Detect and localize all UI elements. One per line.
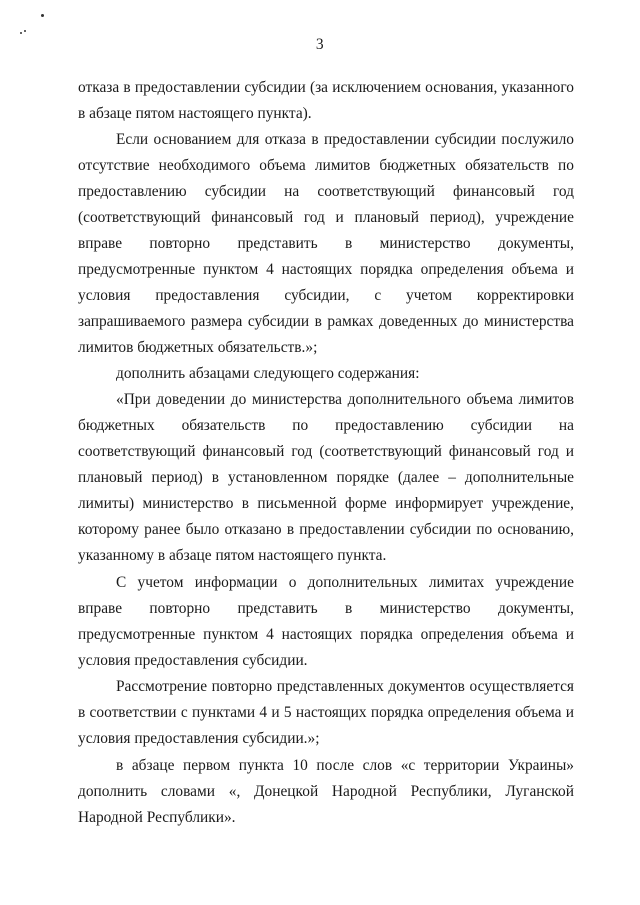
text-line: бюджетных обязательств по предоставлению субсидии на xyxy=(78,417,574,434)
scan-speck xyxy=(41,14,44,17)
text-line: предоставлению субсидии на соответствующий финансовый год xyxy=(78,183,574,200)
text-line: «При доведении до министерства дополнительного объема лимитов xyxy=(116,391,574,408)
text-line: Народной Республики». xyxy=(78,809,236,826)
page-number: 3 xyxy=(315,36,325,53)
scan-speck xyxy=(24,30,26,32)
text-line: условия предоставления субсидии. xyxy=(78,652,308,669)
text-line: предусмотренные пунктом 4 настоящих порядка определения объема и xyxy=(78,626,574,643)
text-line: отсутствие необходимого объема лимитов бюджетных обязательств по xyxy=(78,157,574,174)
text-line: которому ранее было отказано в предоставлении субсидии по основанию, xyxy=(78,521,574,538)
text-line: отказа в предоставлении субсидии (за исключением основания, указанного xyxy=(78,79,574,96)
text-line: (соответствующий финансовый год и плановый период), учреждение xyxy=(78,209,574,226)
text-line: Если основанием для отказа в предоставлении субсидии послужило xyxy=(116,131,574,148)
text-line: вправе повторно представить в министерство документы, xyxy=(78,600,574,617)
text-line: указанному в абзаце пятом настоящего пункта. xyxy=(78,547,387,564)
text-line: дополнить словами «, Донецкой Народной Республики, Луганской xyxy=(78,783,574,800)
text-line: предусмотренные пунктом 4 настоящих порядка определения объема и xyxy=(78,261,574,278)
text-line: лимитов бюджетных обязательств.»; xyxy=(78,339,318,356)
text-line: плановый период) в установленном порядке (далее – дополнительные xyxy=(78,469,574,486)
text-line: Рассмотрение повторно представленных документов осуществляется xyxy=(116,678,574,695)
text-line: в абзаце пятом настоящего пункта). xyxy=(78,105,312,122)
text-line: С учетом информации о дополнительных лимитах учреждение xyxy=(116,574,574,591)
text-line: лимиты) министерство в письменной форме информирует учреждение, xyxy=(78,495,574,512)
text-line: запрашиваемого размера субсидии в рамках доведенных до министерства xyxy=(78,313,574,330)
text-line: дополнить абзацами следующего содержания: xyxy=(116,365,420,382)
scan-speck xyxy=(20,32,22,34)
text-line: вправе повторно представить в министерство документы, xyxy=(78,235,574,252)
text-line: условия предоставления субсидии.»; xyxy=(78,730,320,747)
text-line: условия предоставления субсидии, с учетом корректировки xyxy=(78,287,574,304)
text-line: в абзаце первом пункта 10 после слов «с территории Украины» xyxy=(116,757,574,774)
text-line: соответствующий финансовый год (соответствующий финансовый год и xyxy=(78,443,574,460)
text-line: в соответствии с пунктами 4 и 5 настоящих порядка определения объема и xyxy=(78,704,574,721)
